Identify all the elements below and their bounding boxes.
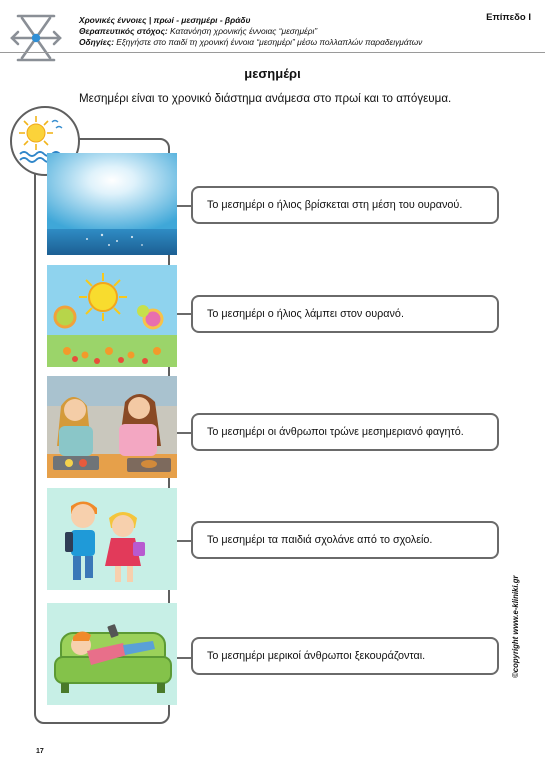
example-text: Το μεσημέρι ο ήλιος λάμπει στον ουρανό. bbox=[207, 308, 404, 320]
copyright-text: ©copyright www.e-kliniki.gr bbox=[511, 575, 520, 678]
example-text: Το μεσημέρι τα παιδιά σχολάνε από το σχολείο. bbox=[207, 534, 433, 546]
header-divider bbox=[0, 52, 545, 53]
page-number: 17 bbox=[36, 748, 44, 755]
therapeutic-goal bbox=[79, 26, 317, 37]
worksheet-title: Χρονικές έννοιες | πρωί - μεσημέρι - βράδυ bbox=[79, 15, 251, 25]
instructions bbox=[79, 37, 422, 48]
instructions-label: Οδηγίες: bbox=[79, 37, 114, 47]
bright-sun-garden-image bbox=[47, 265, 177, 367]
hourglass-arrows-icon bbox=[10, 12, 62, 64]
example-box bbox=[191, 637, 499, 675]
intro-text: Μεσημέρι είναι το χρονικό διάστημα ανάμεσα στο πρωί και το απόγευμα. bbox=[79, 92, 452, 105]
example-box bbox=[191, 521, 499, 559]
children-leaving-school-image bbox=[47, 488, 177, 590]
example-text: Το μεσημέρι οι άνθρωποι τρώνε μεσημεριανό φαγητό. bbox=[207, 426, 464, 438]
instructions-text: Εξηγήστε στο παιδί τη χρονική έννοια “μεσημέρι” μέσω πολλαπλών παραδειγμάτων bbox=[113, 37, 423, 47]
copyright-notice bbox=[506, 560, 524, 680]
level-label: Επίπεδο Ι bbox=[486, 12, 531, 23]
example-box bbox=[191, 186, 499, 224]
person-resting-on-sofa-image bbox=[47, 603, 177, 705]
sun-over-sea-image bbox=[47, 153, 177, 255]
page-heading: μεσημέρι bbox=[244, 66, 301, 81]
example-box bbox=[191, 295, 499, 333]
example-text: Το μεσημέρι μερικοί άνθρωποι ξεκουράζονται. bbox=[207, 650, 426, 662]
example-text: Το μεσημέρι ο ήλιος βρίσκεται στη μέση του ουρανού. bbox=[207, 199, 463, 211]
example-box bbox=[191, 413, 499, 451]
people-eating-lunch-image bbox=[47, 376, 177, 478]
goal-label: Θεραπευτικός στόχος: bbox=[79, 26, 168, 36]
goal-text: Κατανόηση χρονικής έννοιας “μεσημέρι” bbox=[167, 26, 318, 36]
